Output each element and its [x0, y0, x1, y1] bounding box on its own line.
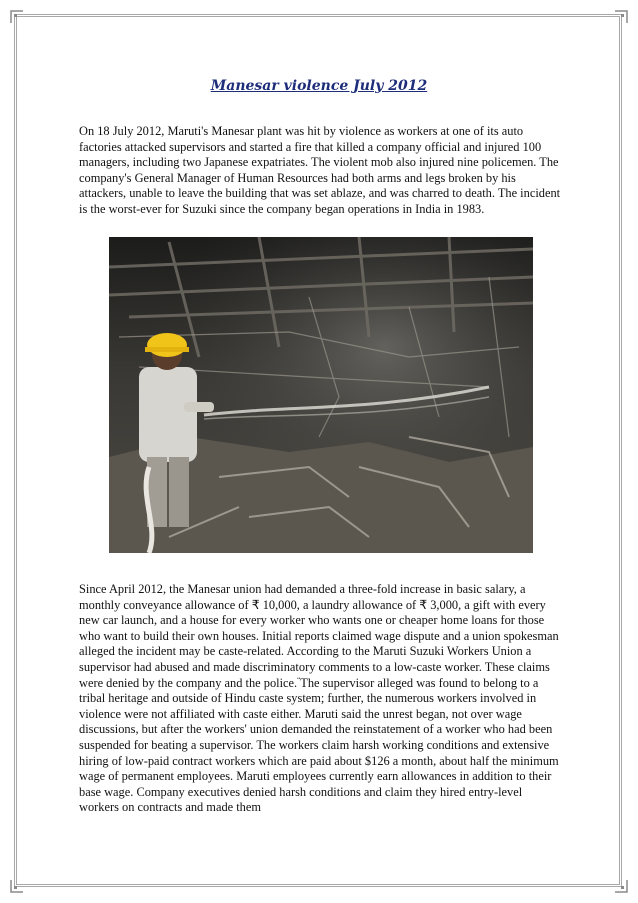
- paragraph-background: [79, 582, 563, 816]
- footnote-mark: “: [297, 675, 301, 684]
- page-title: Manesar violence July 2012: [210, 78, 428, 94]
- fire-aftermath-photo: [109, 237, 533, 553]
- paragraph-intro: On 18 July 2012, Maruti's Manesar plant was hit by violence as workers at one of its auto factories attacked supervisors and started a fire that killed a company official and injured 100 managers, including two Japanese expatriates. The violent mob also injured nine policemen. The company's General Manager of Human Resources had both arms and legs broken by his attackers, unable to leave the building that was set ablaze, and was charred to death. The incident is the worst-ever for Suzuki since the company began operations in India in 1983.: [79, 124, 561, 216]
- corner-ornament-icon: [10, 879, 24, 893]
- corner-ornament-icon: [10, 10, 24, 24]
- corner-ornament-icon: [614, 10, 628, 24]
- corner-ornament-icon: [614, 879, 628, 893]
- paragraph-background-part1: Since April 2012, the Manesar union had demanded a three-fold increase in basic salary, a monthly conveyance allowance of ₹ 10,000, a laundry allowance of ₹ 3,000, a gift with every new car launch, and a house for every worker who wants one or cheaper home loans for those who want to build their own houses. Initial reports claimed wage dispute and a union spokesman alleged the incident may be caste-related. According to the Maruti Suzuki Workers Union a supervisor had abused and made discriminatory comments to a low-caste worker. These claims were denied by the company and the police.: [79, 582, 559, 690]
- paragraph-background-part2: The supervisor alleged was found to belong to a tribal heritage and outside of Hindu caste system; further, the numerous workers involved in violence were not affiliated with caste either. Maruti said the unrest began, not over wage discussions, but after the workers' union demanded the reinstatement of a worker who had been suspended for beating a supervisor. The workers claim harsh working conditions and extensive hiring of low-paid contract workers which are paid about $126 a month, about half the minimum wage of permanent employees. Maruti employees currently earn allowances in addition to their base wage. Company executives denied harsh conditions and claim they hired entry-level workers on contracts and made them: [79, 675, 559, 815]
